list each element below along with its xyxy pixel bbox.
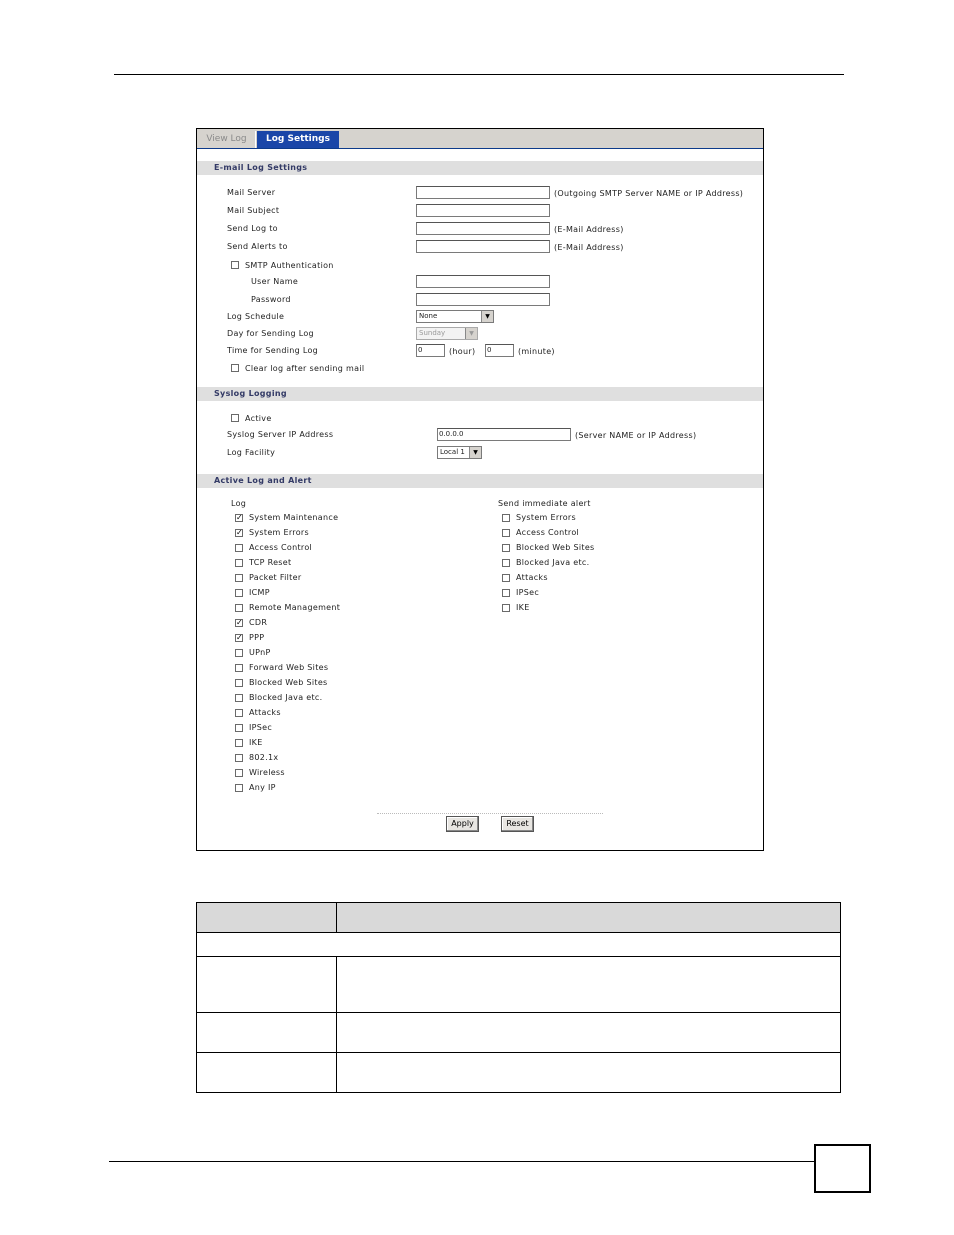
log-item-checkbox[interactable]: ✓ [236, 618, 243, 627]
chevron-down-icon: ▼ [481, 311, 493, 322]
log-item-checkbox[interactable] [235, 709, 243, 717]
hour-input[interactable]: 0 [416, 344, 445, 357]
alert-column-header: Send immediate alert [498, 499, 591, 508]
log-item-label: TCP Reset [249, 558, 292, 567]
log-schedule-select[interactable] [416, 310, 494, 323]
alert-item-checkbox[interactable] [502, 544, 510, 552]
syslog-active-label: Active [245, 414, 272, 423]
log-item-label: System Errors [249, 528, 309, 537]
mail-subject-label: Mail Subject [227, 206, 280, 215]
log-column-header: Log [231, 499, 247, 508]
log-item-label: Packet Filter [249, 573, 302, 582]
syslog-section-header: Syslog Logging [197, 387, 763, 401]
chevron-down-icon: ▼ [465, 328, 477, 339]
divider [377, 813, 603, 814]
apply-button[interactable]: Apply [446, 816, 479, 832]
table-rule [197, 1052, 840, 1053]
send-alerts-hint: (E-Mail Address) [554, 243, 624, 252]
day-sending-value: Sunday [419, 329, 446, 337]
description-table [196, 902, 841, 1093]
log-facility-value: Local 1 [440, 448, 465, 456]
log-item-checkbox[interactable]: ✓ [236, 528, 243, 537]
alert-item-label: Blocked Java etc. [516, 558, 590, 567]
hour-unit-label: (hour) [449, 347, 476, 356]
log-item-label: Remote Management [249, 603, 341, 612]
mail-server-hint: (Outgoing SMTP Server NAME or IP Address) [554, 189, 744, 198]
mail-server-input[interactable] [416, 186, 550, 199]
log-settings-screen [196, 128, 764, 851]
log-item-checkbox[interactable] [235, 784, 243, 792]
log-item-checkbox[interactable]: ✓ [236, 633, 243, 642]
mail-subject-input[interactable] [416, 204, 550, 217]
log-facility-select[interactable] [437, 446, 482, 459]
log-item-label: 802.1x [249, 753, 279, 762]
log-item-label: CDR [249, 618, 268, 627]
log-item-checkbox[interactable] [235, 589, 243, 597]
tab-bar [197, 129, 763, 149]
alert-item-checkbox[interactable] [502, 514, 510, 522]
alert-item-label: Access Control [516, 528, 580, 537]
table-rule [197, 1012, 840, 1013]
alert-item-label: System Errors [516, 513, 576, 522]
log-item-checkbox[interactable] [235, 664, 243, 672]
day-sending-label: Day for Sending Log [227, 329, 314, 338]
log-facility-label: Log Facility [227, 448, 276, 457]
log-item-checkbox[interactable]: ✓ [236, 513, 243, 522]
log-schedule-value: None [419, 312, 438, 320]
syslog-server-label: Syslog Server IP Address [227, 430, 334, 439]
tab-log-settings[interactable]: Log Settings [257, 131, 339, 148]
log-item-label: ICMP [249, 588, 270, 597]
alert-item-label: Blocked Web Sites [516, 543, 595, 552]
log-item-checkbox[interactable] [235, 769, 243, 777]
send-log-label: Send Log to [227, 224, 278, 233]
alert-section-header: Active Log and Alert [197, 474, 763, 488]
table-rule [197, 956, 840, 957]
user-name-input[interactable] [416, 275, 550, 288]
log-item-checkbox[interactable] [235, 574, 243, 582]
send-log-hint: (E-Mail Address) [554, 225, 624, 234]
clear-log-checkbox[interactable] [231, 364, 239, 372]
send-alerts-input[interactable] [416, 240, 550, 253]
syslog-server-hint: (Server NAME or IP Address) [575, 431, 697, 440]
syslog-server-input[interactable]: 0.0.0.0 [437, 428, 571, 441]
alert-item-checkbox[interactable] [502, 604, 510, 612]
log-item-checkbox[interactable] [235, 604, 243, 612]
alert-item-label: IKE [516, 603, 530, 612]
log-item-label: PPP [249, 633, 265, 642]
alert-item-label: IPSec [516, 588, 540, 597]
send-log-input[interactable] [416, 222, 550, 235]
mail-server-label: Mail Server [227, 188, 276, 197]
log-item-checkbox[interactable] [235, 694, 243, 702]
page-number-box [814, 1144, 871, 1193]
send-alerts-label: Send Alerts to [227, 242, 288, 251]
log-item-label: IKE [249, 738, 263, 747]
log-item-checkbox[interactable] [235, 679, 243, 687]
log-item-label: Forward Web Sites [249, 663, 329, 672]
table-column-rule [336, 903, 337, 932]
log-item-label: UPnP [249, 648, 271, 657]
time-sending-label: Time for Sending Log [227, 346, 319, 355]
syslog-active-checkbox[interactable] [231, 414, 239, 422]
log-item-label: Blocked Web Sites [249, 678, 328, 687]
log-item-checkbox[interactable] [235, 724, 243, 732]
alert-item-checkbox[interactable] [502, 529, 510, 537]
smtp-auth-checkbox[interactable] [231, 261, 239, 269]
table-rule [197, 932, 840, 933]
password-input[interactable] [416, 293, 550, 306]
user-name-label: User Name [251, 277, 299, 286]
smtp-auth-label: SMTP Authentication [245, 261, 334, 270]
log-item-checkbox[interactable] [235, 559, 243, 567]
log-item-label: IPSec [249, 723, 273, 732]
log-item-label: Blocked Java etc. [249, 693, 323, 702]
header-rule [114, 74, 844, 75]
reset-button[interactable]: Reset [501, 816, 534, 832]
log-item-checkbox[interactable] [235, 754, 243, 762]
alert-item-checkbox[interactable] [502, 559, 510, 567]
alert-item-checkbox[interactable] [502, 574, 510, 582]
log-item-checkbox[interactable] [235, 649, 243, 657]
log-item-checkbox[interactable] [235, 739, 243, 747]
log-item-checkbox[interactable] [235, 544, 243, 552]
email-section-header: E-mail Log Settings [197, 161, 763, 175]
log-item-label: System Maintenance [249, 513, 339, 522]
log-item-label: Any IP [249, 783, 276, 792]
table-column-rule [336, 956, 337, 1092]
clear-log-label: Clear log after sending mail [245, 364, 365, 373]
chevron-down-icon: ▼ [469, 447, 481, 458]
alert-item-checkbox[interactable] [502, 589, 510, 597]
log-item-label: Wireless [249, 768, 285, 777]
minute-input[interactable]: 0 [485, 344, 514, 357]
log-item-label: Access Control [249, 543, 313, 552]
minute-unit-label: (minute) [518, 347, 555, 356]
log-schedule-label: Log Schedule [227, 312, 285, 321]
tab-view-log[interactable]: View Log [198, 131, 256, 148]
alert-item-label: Attacks [516, 573, 548, 582]
footer-rule [109, 1161, 814, 1162]
log-item-label: Attacks [249, 708, 281, 717]
password-label: Password [251, 295, 291, 304]
day-sending-select[interactable] [416, 327, 478, 340]
table-header-row [197, 903, 840, 932]
